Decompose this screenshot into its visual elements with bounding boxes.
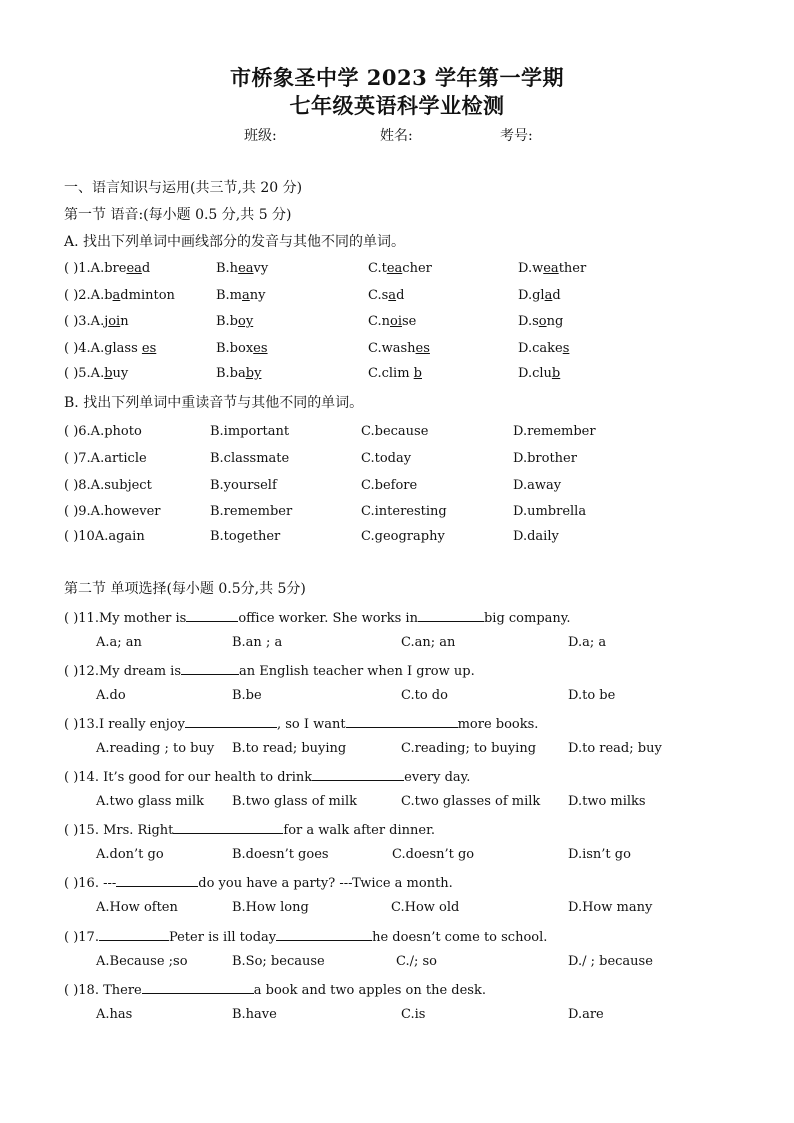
stress-option-b: B.together: [210, 529, 281, 544]
exam-title-line1: 市桥象圣中学 2023 学年第一学期: [229, 65, 565, 90]
answer-option-c[interactable]: C.an; an: [401, 635, 456, 650]
phonics-question-row: [64, 341, 744, 361]
answer-option-a[interactable]: A.do: [96, 688, 126, 703]
stress-option-b: B.important: [210, 424, 290, 439]
stress-option-b: B.classmate: [210, 451, 290, 466]
answer-option-b[interactable]: B.How long: [232, 900, 309, 915]
question-stem: ( )15. Mrs. Right for a walk after dinner.: [64, 820, 435, 838]
stress-option-d: D.remember: [513, 424, 596, 439]
answer-options-row: [96, 794, 736, 814]
answer-options-row: [96, 688, 736, 708]
stress-option-c: C.because: [361, 424, 429, 439]
answer-option-c[interactable]: C.reading; to buying: [401, 741, 537, 756]
section2-heading: 第二节 单项选择(每小题 0.5分,共 5分): [64, 581, 306, 597]
question-number: ( )3.A.: [64, 314, 105, 329]
answer-blank[interactable]: [346, 714, 458, 728]
answer-blank[interactable]: [418, 608, 484, 622]
stress-option-a: ( )7.A.article: [64, 451, 147, 466]
answer-option-c[interactable]: C.is: [401, 1007, 426, 1022]
answer-options-row: [96, 847, 736, 867]
phonics-option: B.baby: [216, 366, 262, 381]
answer-options-row: [96, 741, 736, 761]
phonics-option: C.washes: [368, 341, 430, 356]
subsection-a-heading: A. 找出下列单词中画线部分的发音与其他不同的单词。: [64, 234, 406, 250]
stress-option-d: D.umbrella: [513, 504, 587, 519]
answer-blank[interactable]: [312, 767, 404, 781]
question-stem: ( )18. There a book and two apples on the desk.: [64, 980, 486, 998]
student-info-row: [0, 125, 794, 145]
answer-option-b[interactable]: B.two glass of milk: [232, 794, 357, 809]
answer-option-b[interactable]: B.an ; a: [232, 635, 283, 650]
phonics-option: ( )3.A.join: [64, 314, 129, 329]
answer-option-d[interactable]: D.to read; buy: [568, 741, 662, 756]
answer-options-row: [96, 900, 736, 920]
answer-option-a[interactable]: A.How often: [96, 900, 178, 915]
answer-options-row: [96, 1007, 736, 1027]
phonics-option: C.teacher: [368, 261, 432, 276]
phonics-option: C.clim b: [368, 366, 422, 381]
phonics-option: D.song: [518, 314, 564, 329]
answer-blank[interactable]: [99, 927, 169, 941]
answer-options-row: [96, 635, 736, 655]
answer-option-b[interactable]: B.be: [232, 688, 262, 703]
phonics-option: B.boy: [216, 314, 254, 329]
answer-option-a[interactable]: A.two glass milk: [96, 794, 205, 809]
answer-option-d[interactable]: D.isn’t go: [568, 847, 631, 862]
stress-option-c: C.interesting: [361, 504, 447, 519]
answer-option-a[interactable]: A.Because ;so: [96, 954, 188, 969]
stress-option-a: ( )8.A.subject: [64, 478, 152, 493]
question-number: ( )1.A.: [64, 261, 105, 276]
phonics-option: D.cakes: [518, 341, 570, 356]
question-number: ( )5.A.: [64, 366, 105, 381]
exam-number-label: 考号:: [500, 128, 533, 144]
stress-option-d: D.daily: [513, 529, 559, 544]
phonics-option: D.club: [518, 366, 561, 381]
answer-option-a[interactable]: A.has: [96, 1007, 133, 1022]
answer-option-c[interactable]: C.How old: [391, 900, 460, 915]
phonics-question-row: [64, 366, 744, 386]
answer-blank[interactable]: [142, 980, 254, 994]
answer-option-a[interactable]: A.reading ; to buy: [96, 741, 215, 756]
stress-option-c: C.before: [361, 478, 418, 493]
stress-option-c: C.geography: [361, 529, 445, 544]
answer-option-a[interactable]: A.don’t go: [96, 847, 164, 862]
question-stem: ( )14. It’s good for our health to drink every day.: [64, 767, 470, 785]
part1-heading: 一、语言知识与运用(共三节,共 20 分): [64, 180, 303, 196]
phonics-question-row: [64, 288, 744, 308]
answer-option-c[interactable]: C.doesn’t go: [392, 847, 475, 862]
stress-question-row: [64, 478, 744, 498]
stress-question-row: [64, 451, 744, 471]
answer-option-c[interactable]: C./; so: [396, 954, 438, 969]
answer-blank[interactable]: [181, 661, 239, 675]
phonics-option: B.boxes: [216, 341, 268, 356]
phonics-option: ( )2.A.badminton: [64, 288, 175, 303]
question-number: ( )2.A.: [64, 288, 105, 303]
phonics-option: C.sad: [368, 288, 405, 303]
stress-option-a: ( )10A.again: [64, 529, 145, 544]
phonics-question-row: [64, 261, 744, 281]
stress-option-b: B.yourself: [210, 478, 277, 493]
answer-blank[interactable]: [185, 714, 277, 728]
answer-option-b[interactable]: B.So; because: [232, 954, 325, 969]
answer-option-a[interactable]: A.a; an: [96, 635, 142, 650]
stress-question-row: [64, 529, 744, 549]
name-label: 姓名:: [380, 128, 413, 144]
question-stem: ( )13.I really enjoy , so I want more books.: [64, 714, 538, 732]
answer-blank[interactable]: [276, 927, 372, 941]
class-label: 班级:: [244, 128, 277, 144]
answer-option-d[interactable]: D.two milks: [568, 794, 646, 809]
phonics-option: ( )5.A.buy: [64, 366, 129, 381]
answer-blank[interactable]: [186, 608, 238, 622]
stress-option-d: D.brother: [513, 451, 577, 466]
phonics-option: B.many: [216, 288, 266, 303]
phonics-option: ( )4.A.glass es: [64, 341, 157, 356]
phonics-question-row: [64, 314, 744, 334]
answer-option-b[interactable]: B.have: [232, 1007, 277, 1022]
question-number: ( )4.A.: [64, 341, 105, 356]
question-stem: ( )16. --- do you have a party? ---Twice a month.: [64, 873, 453, 891]
question-stem: ( )17. Peter is ill today he doesn’t come to school.: [64, 927, 547, 945]
question-stem: ( )11.My mother is office worker. She works in big company.: [64, 608, 571, 626]
answer-option-b[interactable]: B.to read; buying: [232, 741, 347, 756]
answer-blank[interactable]: [116, 873, 198, 887]
phonics-option: ( )1.A.breead: [64, 261, 151, 276]
answer-option-d[interactable]: D.are: [568, 1007, 604, 1022]
stress-option-c: C.today: [361, 451, 412, 466]
stress-question-row: [64, 424, 744, 444]
phonics-option: D.weather: [518, 261, 587, 276]
answer-option-d[interactable]: D.How many: [568, 900, 653, 915]
answer-option-b[interactable]: B.doesn’t goes: [232, 847, 329, 862]
answer-option-d[interactable]: D.to be: [568, 688, 616, 703]
exam-title-line2: 七年级英语科学业检测: [289, 93, 505, 118]
subsection-b-heading: B. 找出下列单词中重读音节与其他不同的单词。: [64, 395, 364, 411]
stress-option-b: B.remember: [210, 504, 293, 519]
phonics-option: B.heavy: [216, 261, 269, 276]
stress-option-a: ( )9.A.however: [64, 504, 161, 519]
question-stem: ( )12.My dream is an English teacher when I grow up.: [64, 661, 475, 679]
phonics-option: D.glad: [518, 288, 561, 303]
stress-option-a: ( )6.A.photo: [64, 424, 142, 439]
section1-heading: 第一节 语音:(每小题 0.5 分,共 5 分): [64, 207, 292, 223]
phonics-option: C.noise: [368, 314, 417, 329]
answer-option-c[interactable]: C.two glasses of milk: [401, 794, 541, 809]
stress-question-row: [64, 504, 744, 524]
answer-option-d[interactable]: D./ ; because: [568, 954, 653, 969]
answer-option-c[interactable]: C.to do: [401, 688, 448, 703]
answer-options-row: [96, 954, 736, 974]
stress-option-d: D.away: [513, 478, 562, 493]
answer-blank[interactable]: [173, 820, 283, 834]
answer-option-d[interactable]: D.a; a: [568, 635, 607, 650]
